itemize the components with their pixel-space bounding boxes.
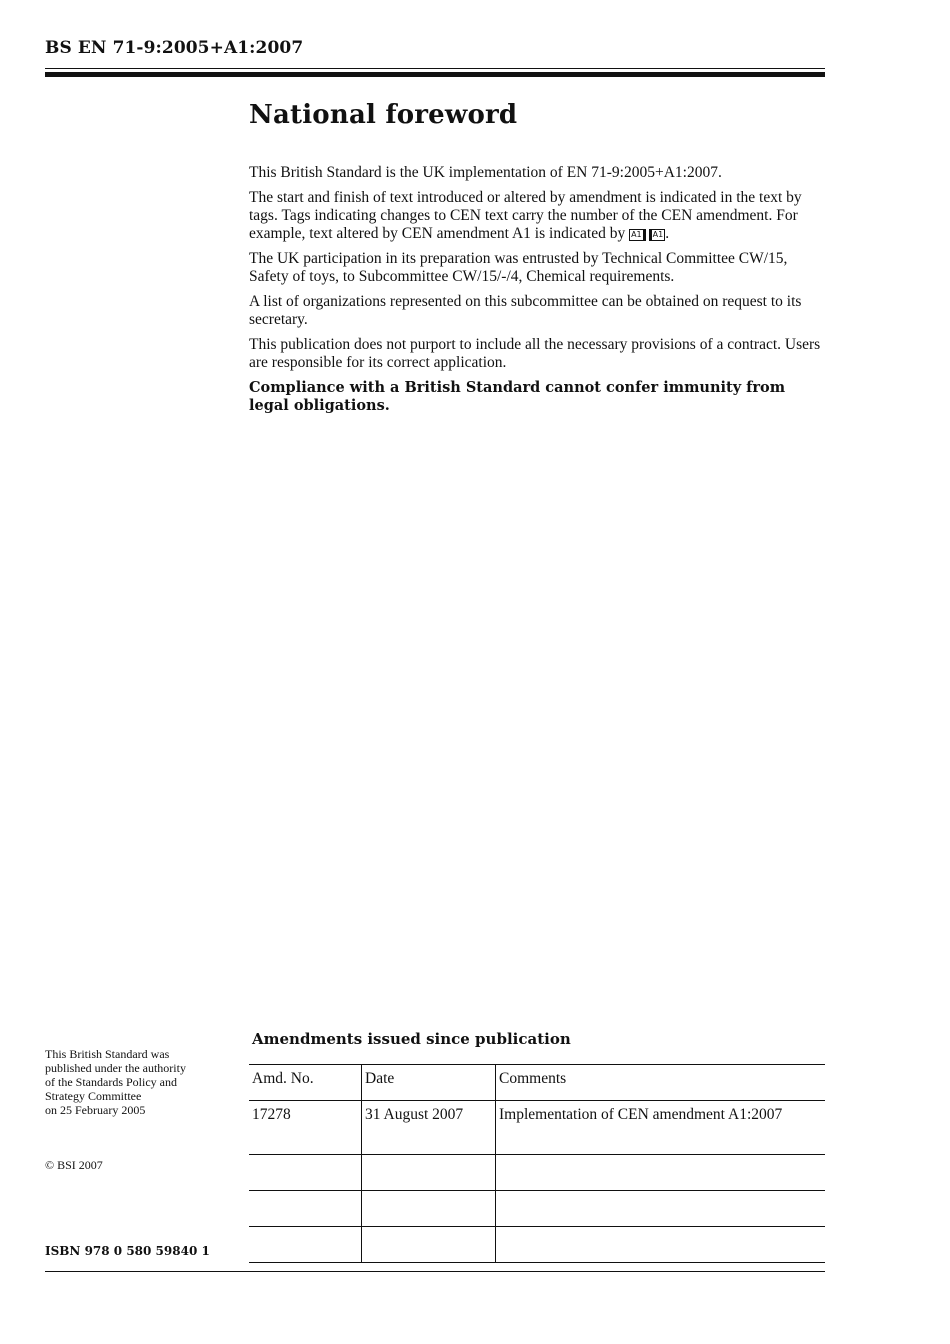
paragraph-implementation: This British Standard is the UK implementation of EN 71-9:2005+A1:2007. bbox=[249, 164, 722, 181]
paragraph-participation: The UK participation in its preparation was entrusted by Technical Committee CW/15, Safety of toys, to Subcommittee CW/15/-/4, Chemical requirements. bbox=[249, 250, 788, 285]
paragraph-organizations: A list of organizations represented on this subcommittee can be obtained on request to its secretary. bbox=[249, 293, 802, 328]
table-row bbox=[249, 1191, 825, 1227]
isbn: ISBN 978 0 580 59840 1 bbox=[45, 1244, 210, 1258]
copyright-note: © BSI 2007 bbox=[45, 1158, 103, 1172]
cell-date: 31 August 2007 bbox=[362, 1101, 496, 1155]
column-header-date: Date bbox=[362, 1065, 496, 1101]
cell-date bbox=[362, 1227, 496, 1263]
column-header-comments: Comments bbox=[496, 1065, 826, 1101]
document-header bbox=[45, 38, 825, 58]
document-id: BS EN 71-9:2005+A1:2007 bbox=[45, 38, 304, 58]
publish-line: This British Standard was bbox=[45, 1047, 170, 1061]
cell-date bbox=[362, 1191, 496, 1227]
cell-amd-no: 17278 bbox=[249, 1101, 362, 1155]
cell-amd-no bbox=[249, 1155, 362, 1191]
table-row bbox=[249, 1155, 825, 1191]
amendment-start-tag-icon: A1 bbox=[629, 229, 646, 241]
cell-comments bbox=[496, 1191, 826, 1227]
cell-amd-no bbox=[249, 1227, 362, 1263]
amendment-end-tag-icon: A1 bbox=[649, 229, 666, 241]
amendments-title: Amendments issued since publication bbox=[252, 1030, 571, 1048]
paragraph-amendment-tags bbox=[249, 189, 825, 243]
footer-rule bbox=[45, 1271, 825, 1272]
table-row bbox=[249, 1101, 825, 1155]
cell-comments bbox=[496, 1155, 826, 1191]
page-title: National foreword bbox=[249, 100, 518, 130]
publish-line: on 25 February 2005 bbox=[45, 1103, 146, 1117]
amendments-table bbox=[249, 1064, 825, 1263]
header-rule-thin bbox=[45, 68, 825, 69]
publication-authority-note bbox=[45, 1047, 235, 1117]
table-header-row bbox=[249, 1065, 825, 1101]
publish-line: Strategy Committee bbox=[45, 1089, 142, 1103]
cell-comments: Implementation of CEN amendment A1:2007 bbox=[496, 1101, 826, 1155]
publish-line: of the Standards Policy and bbox=[45, 1075, 177, 1089]
cell-date bbox=[362, 1155, 496, 1191]
header-rule-thick bbox=[45, 72, 825, 77]
paragraph-amendment-tags-text: The start and finish of text introduced or altered by amendment is indicated in the text by tags. Tags indicating changes to CEN text carry the number of the CEN amendment. For example, text altered by CEN amendment A1 is indicated by bbox=[249, 189, 802, 242]
publish-line: published under the authority bbox=[45, 1061, 186, 1075]
column-header-amd-no: Amd. No. bbox=[249, 1065, 362, 1101]
national-foreword-section bbox=[249, 100, 825, 422]
paragraph-amendment-tags-end: . bbox=[665, 225, 670, 242]
paragraph-compliance: Compliance with a British Standard cannot confer immunity from legal obligations. bbox=[249, 379, 786, 414]
cell-comments bbox=[496, 1227, 826, 1263]
cell-amd-no bbox=[249, 1191, 362, 1227]
table-row bbox=[249, 1227, 825, 1263]
paragraph-disclaimer: This publication does not purport to include all the necessary provisions of a contract. Users are responsible for its correct application. bbox=[249, 336, 821, 371]
